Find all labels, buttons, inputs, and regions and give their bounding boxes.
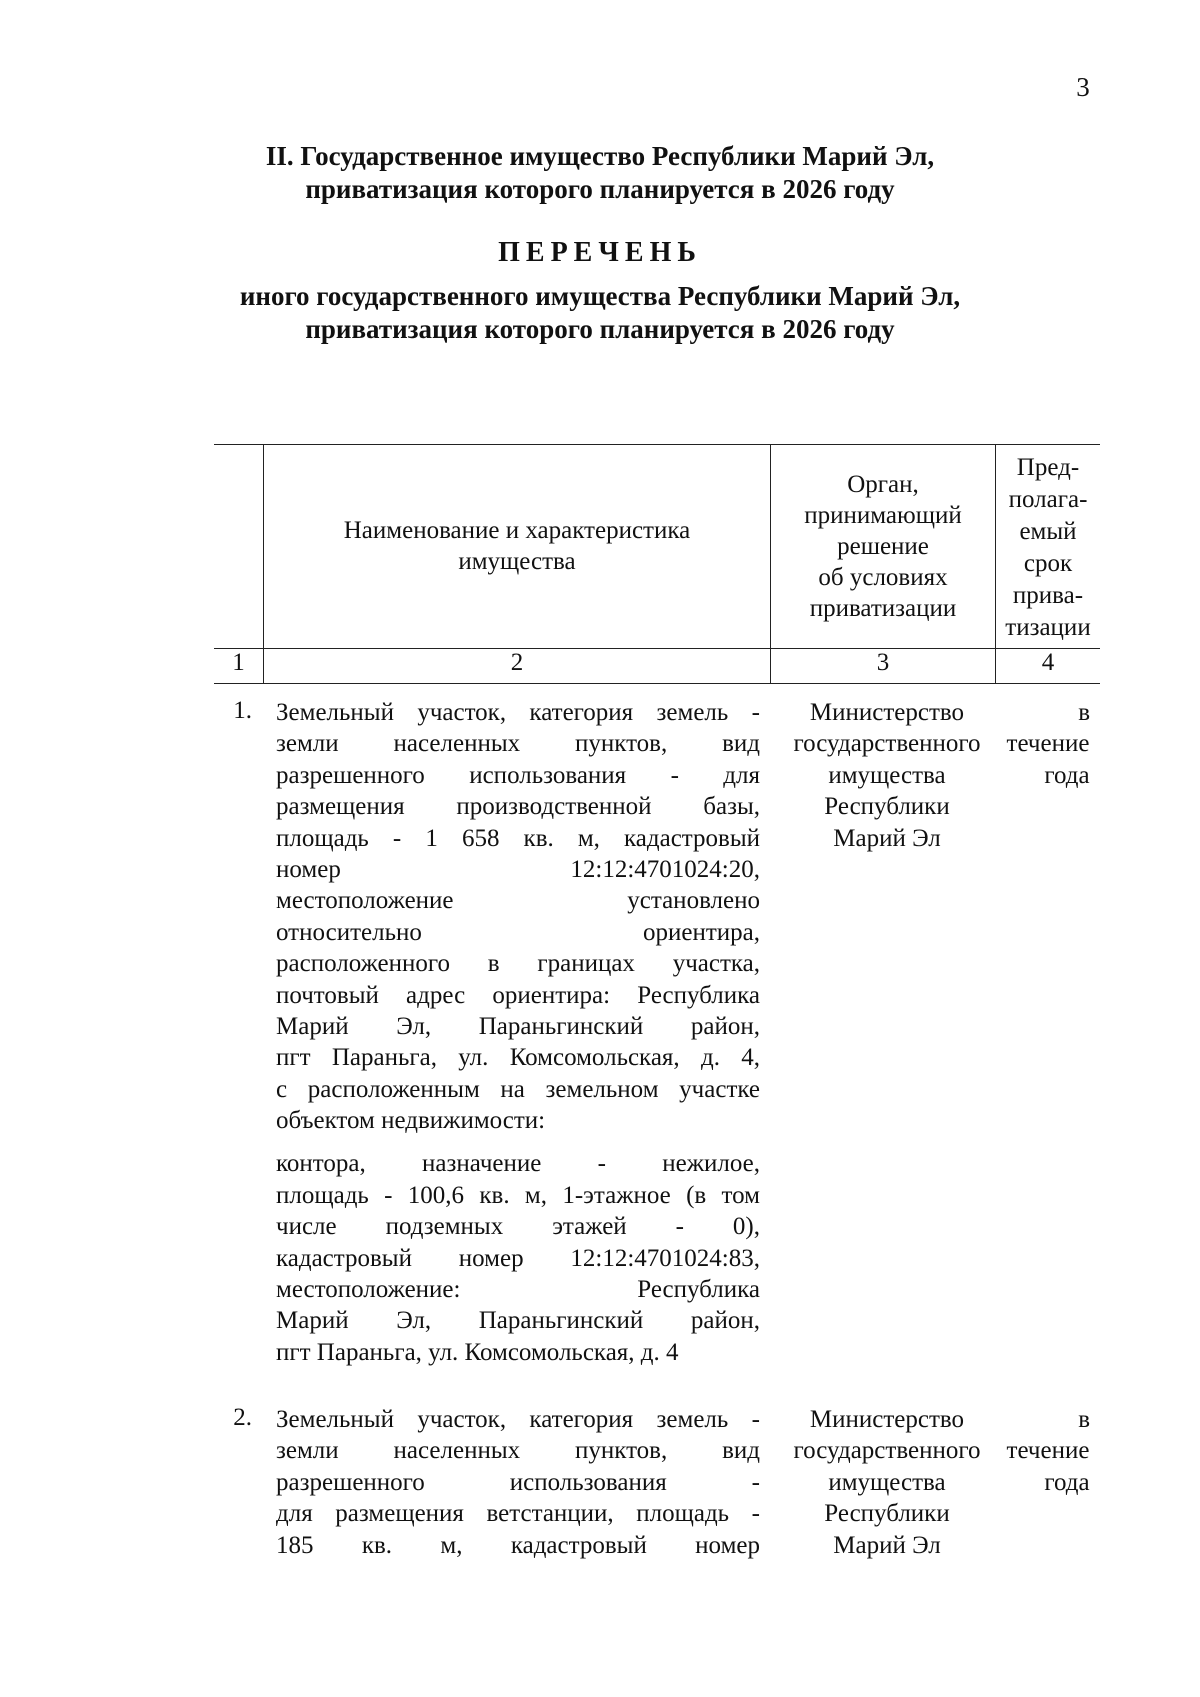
section-heading-line2: приватизация которого планируется в 2026 году [305, 174, 895, 204]
header-name-line: имущества [458, 548, 576, 575]
description-line: размещения производственной базы, [276, 793, 760, 821]
column-number-2: 2 [510, 649, 524, 676]
description-line: земли населенных пунктов, вид [276, 1437, 760, 1465]
description-line: Марий Эл, Параньгинский район, [276, 1012, 760, 1040]
description-line: номер 12:12:4701024:20, [276, 855, 760, 883]
description-line: разрешенного использования - для [276, 761, 760, 789]
description-line: относительно ориентира, [276, 918, 760, 946]
term-line: течение [1006, 1437, 1090, 1465]
term-line: в [1078, 1406, 1090, 1433]
list-subtitle-line2: приватизация которого планируется в 2026 году [305, 314, 895, 344]
description-paragraph [276, 1404, 760, 1561]
column-number-1: 1 [232, 649, 245, 676]
table-number-row-divider [214, 683, 1100, 684]
list-subtitle-line1: иного государственного имущества Республики Марий Эл, [239, 281, 961, 311]
row-term [992, 697, 1104, 791]
header-organ-line: Орган, [847, 470, 919, 498]
organ-line: Министерство [809, 1406, 965, 1433]
organ-line: имущества [828, 761, 946, 789]
organ-line: Республики [824, 1500, 950, 1528]
row-organ [782, 697, 992, 854]
organ-line: Марий Эл [833, 1531, 941, 1559]
row-number: 2. [233, 1404, 252, 1431]
header-term-line: срок [1023, 550, 1073, 577]
organ-line: государственного [793, 730, 981, 758]
description-line: почтовый адрес ориентира: Республика [276, 981, 760, 1009]
description-line: Земельный участок, категория земель - [276, 1406, 760, 1433]
header-term-line: прива- [1012, 582, 1084, 609]
term-line: в [1078, 699, 1090, 726]
row-term [992, 1404, 1104, 1498]
header-name-line: Наименование и характеристика [343, 517, 691, 544]
section-heading-line1: II. Государственное имущество Республики Марий Эл, [265, 141, 935, 171]
organ-line: Марий Эл [833, 824, 941, 852]
description-line: пгт Параньга, ул. Комсомольская, д. 4 [276, 1338, 679, 1366]
organ-line: государственного [793, 1437, 981, 1465]
description-line: числе подземных этажей - 0), [276, 1213, 760, 1241]
header-name [264, 444, 770, 648]
description-line: местоположение установлено [276, 887, 760, 915]
description-line: площадь - 1 658 кв. м, кадастровый [276, 824, 760, 852]
description-paragraph [276, 1148, 760, 1368]
description-line: Марий Эл, Параньгинский район, [276, 1307, 760, 1335]
header-organ-line: приватизации [809, 594, 957, 622]
header-term [996, 448, 1100, 648]
description-line: местоположение: Республика [276, 1276, 760, 1304]
column-number-4: 4 [1041, 649, 1055, 676]
organ-line: Республики [824, 793, 950, 821]
header-term-line: емый [1019, 518, 1077, 545]
description-paragraph [276, 697, 760, 1136]
list-title: ПЕРЕЧЕНЬ [498, 237, 702, 268]
page-number: 3 [1076, 72, 1090, 102]
term-line: года [1044, 1468, 1090, 1496]
header-term-line: Пред- [1016, 454, 1080, 481]
header-term-line: полага- [1008, 486, 1088, 513]
description-line: контора, назначение - нежилое, [276, 1150, 760, 1178]
header-organ-line: об условиях [818, 563, 948, 591]
term-line: течение [1006, 730, 1090, 758]
description-line: расположенного в границах участка, [276, 950, 760, 978]
term-line: года [1044, 761, 1090, 789]
row-description [276, 1404, 760, 1573]
header-organ-line: решение [837, 532, 929, 560]
description-line: для размещения ветстанции, площадь - [276, 1500, 760, 1528]
organ-line: имущества [828, 1468, 946, 1496]
description-line: площадь - 100,6 кв. м, 1-этажное (в том [276, 1181, 760, 1209]
row-number: 1. [233, 697, 252, 724]
description-line: пгт Параньга, ул. Комсомольская, д. 4, [276, 1044, 760, 1072]
description-line: земли населенных пунктов, вид [276, 730, 760, 758]
header-organ-line: принимающий [804, 501, 962, 529]
description-line: с расположенным на земельном участке [276, 1075, 760, 1103]
description-line: объектом недвижимости: [276, 1107, 546, 1135]
description-line: Земельный участок, категория земель - [276, 699, 760, 726]
header-term-line: тизации [1005, 614, 1091, 641]
row-description [276, 697, 760, 1380]
description-line: разрешенного использования - [276, 1468, 760, 1496]
column-number-3: 3 [876, 649, 890, 676]
description-line: кадастровый номер 12:12:4701024:83, [276, 1244, 760, 1272]
description-line: 185 кв. м, кадастровый номер [276, 1531, 760, 1559]
row-organ [782, 1404, 992, 1561]
header-organ [771, 444, 995, 648]
organ-line: Министерство [809, 699, 965, 726]
